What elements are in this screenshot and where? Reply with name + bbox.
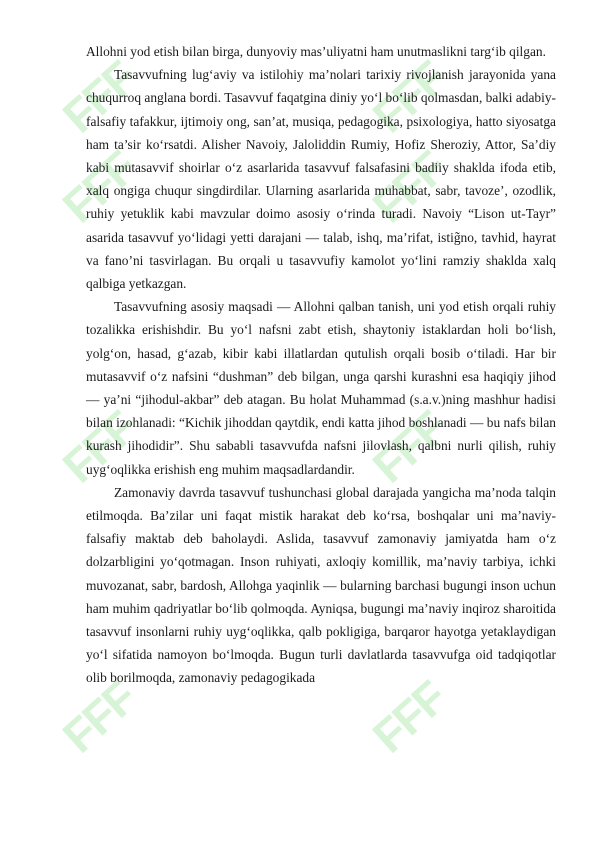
document-body <box>86 40 556 690</box>
paragraph: Tasavvufning asosiy maqsadi — Allohni qalban tanish, uni yod etish orqali ruhiy tozalikka erishishdir. Bu yo‘l nafsni zabt etish, shaytoniy istaklardan holi bo‘lish, yolg‘on, hasad, g‘azab, kibir kabi illatlardan qutulish orqali bosib o‘tiladi. Har bir mutasavvif o‘z nafsini “dushman” deb bilgan, unga qarshi kurashni esa haqiqiy jihod — ya’ni “jihodul-akbar” deb atagan. Bu holat Muhammad (s.a.v.)ning mashhur hadisi bilan izohlanadi: “Kichik jihoddan qaytdik, endi katta jihod boshlanadi — bu nafs bilan kurash jihodidir”. Shu sababli tasavvufda nafsni jilovlash, qalbni nurli qilish, ruhiy uyg‘oqlikka erishish eng muhim maqsadlardandir. <box>86 299 556 477</box>
watermark: FFF <box>362 141 456 233</box>
watermark: FFF <box>362 51 456 143</box>
paragraph: Zamonaviy davrda tasavvuf tushunchasi global darajada yangicha ma’noda talqin etilmoqda. Ba’zilar uni faqat mistik harakat deb ko‘rsa, boshqalar uni ma’naviy-falsafiy maktab deb baholaydi. Aslida, tasavvuf zamonaviy jamiyatda ham o‘z dolzarbligini yo‘qotmagan. Inson ruhiyati, axloqiy komillik, ma’naviy tarbiya, ichki muvozanat, sabr, bardosh, Allohga yaqinlik — bularning barchasi bugungi inson uchun ham muhim qadriyatlar bo‘lib qolmoqda. Ayniqsa, bugungi ma’naviy inqiroz sharoitida tasavvuf insonlarni ruhiy uyg‘oqlikka, qalb pokligiga, barqaror hayotga yetaklaydigan yo‘l sifatida namoyon bo‘lmoqda. Bugun turli davlatlarda tasavvufga oid tadqiqotlar olib borilmoqda, zamonaviy pedagogikada <box>86 484 556 686</box>
watermark: FFF <box>52 51 146 143</box>
watermark: FFF <box>362 401 456 493</box>
watermark: FFF <box>362 671 456 763</box>
paragraph: Tasavvufning lug‘aviy va istilohiy ma’nolari tarixiy rivojlanish jarayonida yana chuqurroq anglana bordi. Tasavvuf faqatgina diniy yo‘l bo‘lib qolmasdan, balki adabiy-falsafiy tafakkur, ijtimoiy ong, san’at, musiqa, pedagogika, psixologiya, hatto siyosatga ham ta’sir ko‘rsatdi. Alisher Navoiy, Jaloliddin Rumiy, Hofiz Sheroziy, Attor, Sa’diy kabi mutasavvif shoirlar o‘z asarlarida tasavvuf falsafasini badiiy shaklda ifoda etib, xalq ongiga chuqur singdirdilar. Ularning asarlarida muhabbat, sabr, tavoze’, ozodlik, ruhiy yetuklik kabi mavzular doimo asosiy o‘rinda turadi. Navoiy “Lison ut-Tayr” asarida tasavvuf yo‘lidagi yetti darajani — talab, ishq, ma’rifat, istig̃no, tavhid, hayrat va fano’ni tasvirlagan. Bu orqali u tasavvufiy kamolot yo‘lini ramziy shaklda xalq qalbiga yetkazgan. <box>86 67 556 292</box>
watermark: FFF <box>52 141 146 233</box>
watermark: FFF <box>52 671 146 763</box>
watermark: FFF <box>52 401 146 493</box>
paragraph-continuation: Allohni yod etish bilan birga, dunyoviy mas’uliyatni ham unutmaslikni targ‘ib qilgan. <box>86 44 546 59</box>
